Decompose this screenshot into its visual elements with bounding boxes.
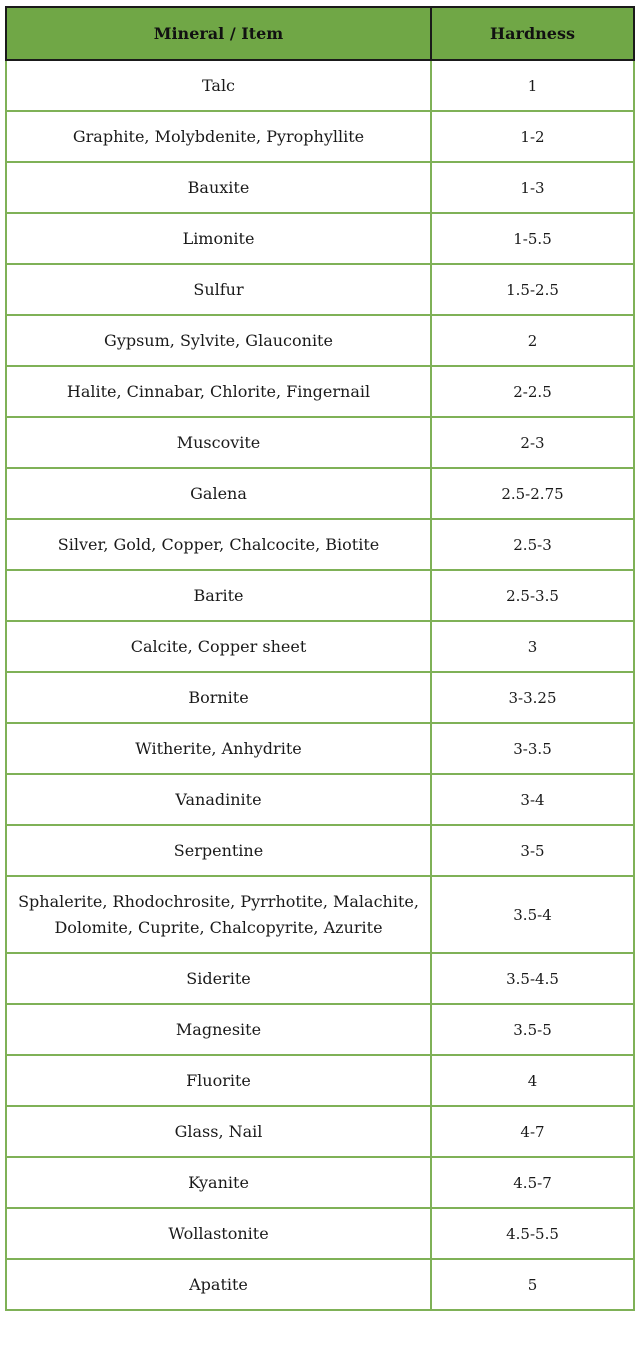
table-row [6,825,634,876]
table-row [6,111,634,162]
table-row [6,1157,634,1208]
hardness-cell: 2 [431,315,634,366]
hardness-cell: 1 [431,60,634,111]
hardness-cell: 4.5-7 [431,1157,634,1208]
hardness-cell: 4.5-5.5 [431,1208,634,1259]
hardness-cell: 1.5-2.5 [431,264,634,315]
mineral-cell: Magnesite [6,1004,431,1055]
hardness-cell: 3-5 [431,825,634,876]
table-row [6,519,634,570]
mineral-cell: Galena [6,468,431,519]
table-row [6,366,634,417]
table-row [6,315,634,366]
table-row [6,1259,634,1310]
hardness-cell: 5 [431,1259,634,1310]
mineral-cell: Witherite, Anhydrite [6,723,431,774]
hardness-cell: 3-3.25 [431,672,634,723]
hardness-cell: 3 [431,621,634,672]
table-row [6,468,634,519]
hardness-cell: 4-7 [431,1106,634,1157]
hardness-cell: 1-5.5 [431,213,634,264]
table-row [6,417,634,468]
hardness-cell: 1-3 [431,162,634,213]
mineral-hardness-table [5,6,635,1311]
mineral-cell: Silver, Gold, Copper, Chalcocite, Biotite [6,519,431,570]
table-row [6,1055,634,1106]
mineral-cell: Bauxite [6,162,431,213]
mineral-cell: Wollastonite [6,1208,431,1259]
mineral-cell: Halite, Cinnabar, Chlorite, Fingernail [6,366,431,417]
mineral-cell: Bornite [6,672,431,723]
hardness-cell: 2-3 [431,417,634,468]
mineral-cell: Sphalerite, Rhodochrosite, Pyrrhotite, Malachite, Dolomite, Cuprite, Chalcopyrite, Azurite [6,876,431,953]
table-row [6,60,634,111]
hardness-cell: 3.5-4.5 [431,953,634,1004]
hardness-cell: 4 [431,1055,634,1106]
table-header-row [6,7,634,60]
table-row [6,621,634,672]
mineral-cell: Graphite, Molybdenite, Pyrophyllite [6,111,431,162]
hardness-cell: 3.5-5 [431,1004,634,1055]
table-row [6,1106,634,1157]
hardness-cell: 3-4 [431,774,634,825]
column-header-mineral: Mineral / Item [6,7,431,60]
table-row [6,213,634,264]
mineral-cell: Limonite [6,213,431,264]
hardness-cell: 2-2.5 [431,366,634,417]
hardness-cell: 2.5-2.75 [431,468,634,519]
hardness-cell: 3.5-4 [431,876,634,953]
table-row [6,162,634,213]
table-row [6,876,634,953]
hardness-cell: 2.5-3 [431,519,634,570]
table-body [6,60,634,1310]
table-row [6,570,634,621]
hardness-cell: 2.5-3.5 [431,570,634,621]
table-row [6,953,634,1004]
table-row [6,1004,634,1055]
table-row [6,774,634,825]
mineral-cell: Talc [6,60,431,111]
table-row [6,264,634,315]
mineral-cell: Muscovite [6,417,431,468]
mineral-cell: Serpentine [6,825,431,876]
table-row [6,1208,634,1259]
hardness-cell: 3-3.5 [431,723,634,774]
mineral-cell: Apatite [6,1259,431,1310]
mineral-cell: Barite [6,570,431,621]
hardness-cell: 1-2 [431,111,634,162]
table-row [6,723,634,774]
table-row [6,672,634,723]
mineral-cell: Calcite, Copper sheet [6,621,431,672]
mineral-cell: Siderite [6,953,431,1004]
mineral-cell: Fluorite [6,1055,431,1106]
mineral-cell: Gypsum, Sylvite, Glauconite [6,315,431,366]
mineral-cell: Kyanite [6,1157,431,1208]
column-header-hardness: Hardness [431,7,634,60]
mineral-cell: Vanadinite [6,774,431,825]
mineral-cell: Glass, Nail [6,1106,431,1157]
mineral-cell: Sulfur [6,264,431,315]
